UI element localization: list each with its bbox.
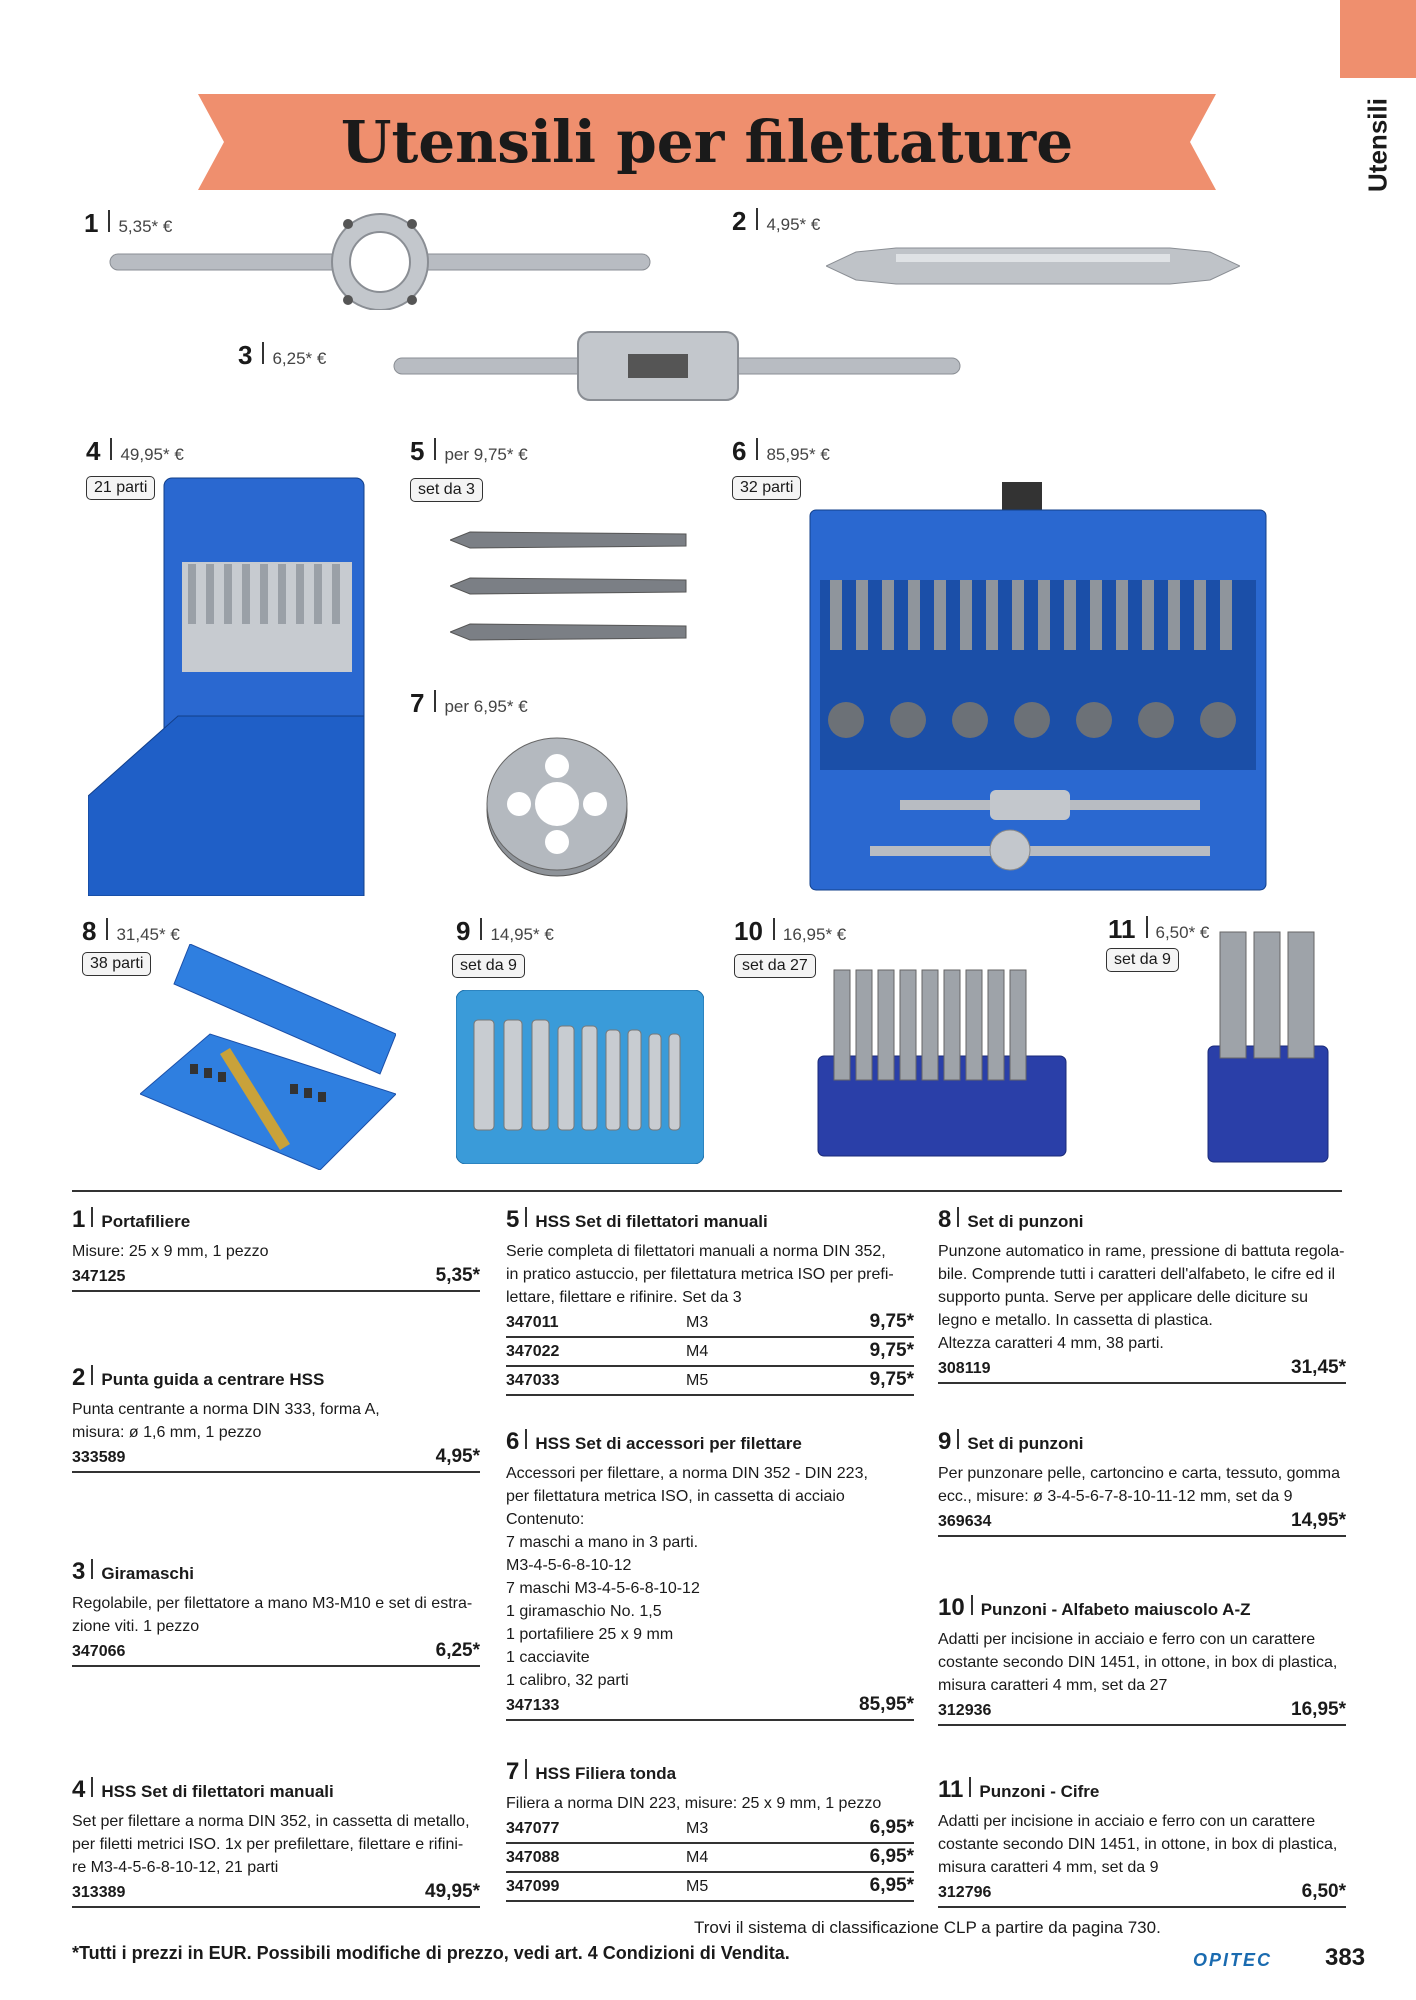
product-label-3: 3 6,25* € [238, 340, 327, 370]
product-label-8: 8 31,45* € [82, 916, 180, 946]
product-label-11: 11 6,50* € [1108, 914, 1210, 944]
product-label-10: 10 16,95* € [734, 916, 847, 946]
product-number: 1 [84, 208, 99, 238]
desc-9: 9 Set di punzoni Per punzonare pelle, cartoncino e carta, tessuto, gomma ecc., misure: ø 3-4-5-6-7-8-10-11-12 mm, set da 9 369634 14,95* [938, 1428, 1346, 1537]
page-title: Utensili per filettature [340, 108, 1074, 176]
product-price: 5,35* € [118, 217, 173, 236]
title-banner [198, 94, 1216, 190]
punch-set-case-image [140, 944, 396, 1170]
tap-wrench-image [392, 328, 962, 404]
hole-punch-set-image [456, 990, 704, 1164]
product-pill-5: set da 3 [410, 478, 483, 502]
product-label-7: 7 per 6,95* € [410, 688, 528, 718]
die-stock-image [108, 210, 654, 310]
price-note: *Tutti i prezzi in EUR. Possibili modifiche di prezzo, vedi art. 4 Condizioni di Vendita. [72, 1943, 790, 1963]
tap-set-case-image [88, 476, 370, 896]
desc-4: 4 HSS Set di filettatori manuali Set per filettare a norma DIN 352, in cassetta di metallo, per filetti metrici ISO. 1x per prefilettare, filettare e rifini- re M3-4-5-6-8-10-12, 21 parti 313389 49,95* [72, 1776, 480, 1908]
center-drill-image [826, 240, 1240, 292]
product-pill-8: 38 parti [82, 952, 151, 976]
desc-10: 10 Punzoni - Alfabeto maiuscolo A-Z Adatti per incisione in acciaio e ferro con un carattere costante secondo DIN 1451, in ottone, in box di plastica, misura caratteri 4 mm, set da 27 312936 16,95* [938, 1594, 1346, 1726]
desc-2: 2 Punta guida a centrare HSS Punta centrante a norma DIN 333, forma A, misura: ø 1,6 mm, 1 pezzo 333589 4,95* [72, 1364, 480, 1473]
hand-taps-image [450, 526, 690, 646]
desc-1: 1 Portafiliere Misure: 25 x 9 mm, 1 pezzo 347125 5,35* [72, 1206, 480, 1292]
side-tab-label: Utensili [1362, 98, 1393, 192]
product-pill-10: set da 27 [734, 954, 816, 978]
brand-logo: OPITEC [1193, 1950, 1273, 1970]
desc-5: 5 HSS Set di filettatori manuali Serie completa di filettatori manuali a norma DIN 352, in pratico astuccio, per filettatura metrica ISO per prefi- lettare, filettare e rifinire. Set da 3 347011 M3 9,75* 347022 M4 9,75* 347033 M5 9,75* [506, 1206, 914, 1396]
round-die-image [484, 730, 630, 880]
product-pill-4: 21 parti [86, 476, 155, 500]
thread-accessory-set-image [790, 480, 1274, 894]
clp-note: Trovi il sistema di classificazione CLP a partire da pagina 730. [694, 1918, 1161, 1937]
desc-7: 7 HSS Filiera tonda Filiera a norma DIN 223, misure: 25 x 9 mm, 1 pezzo 347077 M3 6,95* 347088 M4 6,95* 347099 M5 6,95* [506, 1758, 914, 1902]
product-label-4: 4 49,95* € [86, 436, 184, 466]
side-tab-block [1340, 0, 1416, 78]
product-label-9: 9 14,95* € [456, 916, 554, 946]
product-pill-9: set da 9 [452, 954, 525, 978]
product-pill-6: 32 parti [732, 476, 801, 500]
desc-6: 6 HSS Set di accessori per filettare Accessori per filettare, a norma DIN 352 - DIN 223, per filettatura metrica ISO, in cassetta di acciaio Contenuto: 7 maschi a mano in 3 parti. M3-4-5-6-8-10-12 7 maschi M3-4-5-6-8-10-12 1 giramaschio No. 1,5 1 portafiliere 25 x 9 mm 1 cacciavite 1 calibro, 32 parti 347133 85,95* [506, 1428, 914, 1721]
page-number: 383 [1325, 1944, 1366, 1971]
product-label-6: 6 85,95* € [732, 436, 830, 466]
desc-11: 11 Punzoni - Cifre Adatti per incisione in acciaio e ferro con un carattere costante secondo DIN 1451, in ottone, in box di plastica, misura caratteri 4 mm, set da 9 312796 6,50* [938, 1776, 1346, 1908]
desc-8: 8 Set di punzoni Punzone automatico in rame, pressione di battuta regola- bile. Comprende tutti i caratteri dell'alfabeto, le cifre ed il supporto punta. Serve per applicare delle diciture su legno e metallo. In cassetta di plastica. Altezza caratteri 4 mm, 38 parti. 308119 31,45* [938, 1206, 1346, 1384]
product-pill-11: set da 9 [1106, 948, 1179, 972]
product-label-5: 5 per 9,75* € [410, 436, 528, 466]
section-divider [72, 1190, 1342, 1192]
number-punch-set-image [1202, 926, 1332, 1166]
letter-punch-set-image [814, 966, 1070, 1160]
desc-3: 3 Giramaschi Regolabile, per filettatore a mano M3-M10 e set di estra- zione viti. 1 pezzo 347066 6,25* [72, 1558, 480, 1667]
product-label-2: 2 4,95* € [732, 206, 821, 236]
